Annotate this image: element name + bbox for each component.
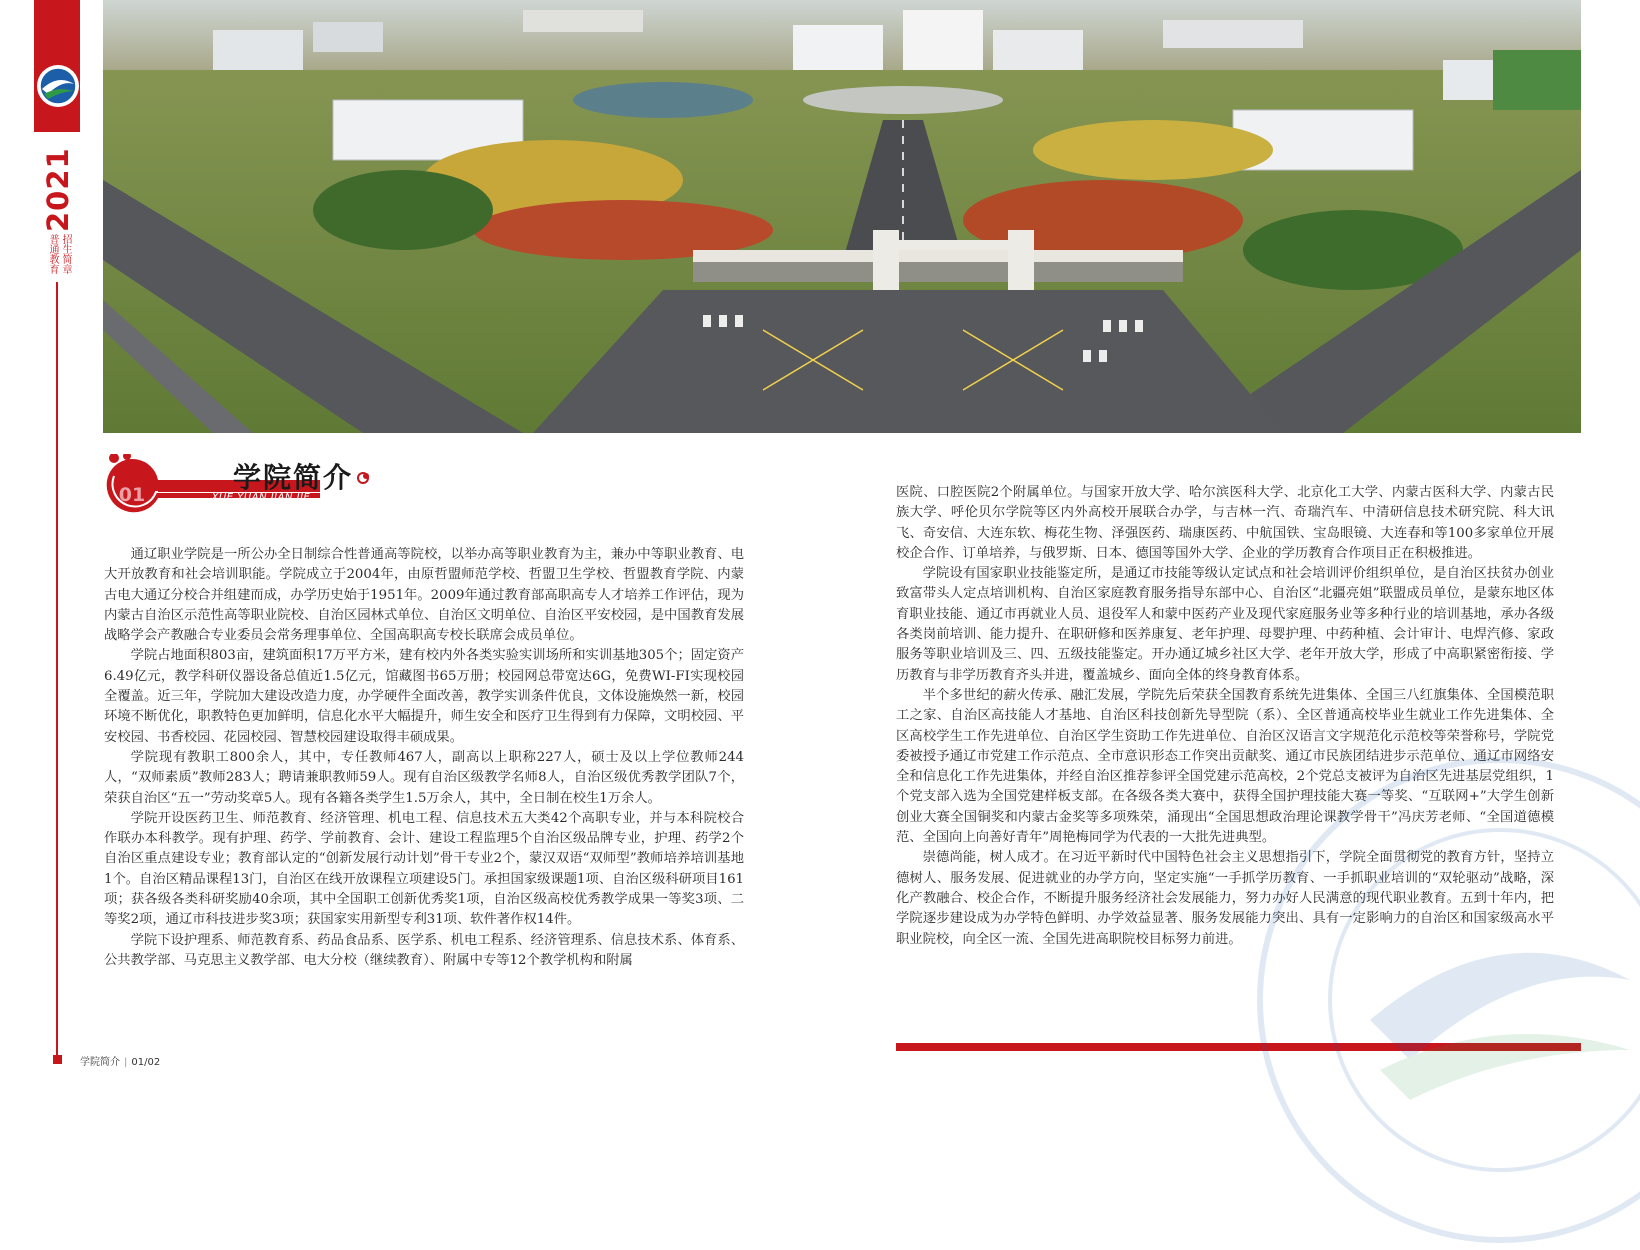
sidebar-line [56, 282, 58, 1058]
paragraph: 通辽职业学院是一所公办全日制综合性普通高等院校，以举办高等职业教育为主，兼办中等职业教育、电大开放教育和社会培训职能。学院成立于2004年，由原哲盟师范学校、哲盟卫生学校、哲盟教育学院、内蒙古电大通辽分校合并组建而成，办学历史始于1951年。2009年通过教育部高职高专人才培养工作评估，现为内蒙古自治区示范性高等职业院校、自治区园林式单位、自治区文明单位、自治区平安校园，是中国教育发展战略学会产教融合专业委员会常务理事单位、全国高职高专校长联席会成员单位。 [104, 547, 744, 644]
footer-label: 学院简介 | 01/02 [80, 1057, 161, 1068]
bottom-red-rule [896, 1043, 1581, 1051]
paragraph: 学院下设护理系、师范教育系、药品食品系、医学系、机电工程系、经济管理系、信息技术系、体育系、公共教学部、马克思主义教学部、电大分校（继续教育）、附属中专等12个教学机构和附属 [104, 932, 744, 968]
right-text-column [896, 483, 1554, 950]
paragraph: 医院、口腔医院2个附属单位。与国家开放大学、哈尔滨医科大学、北京化工大学、内蒙古医科大学、内蒙古民族大学、呼伦贝尔学院等区内外高校开展联合办学，与吉林一汽、奇瑞汽车、中清研信息技术研究院、科大讯飞、奇安信、大连东软、梅花生物、泽强医药、瑞康医药、中航国铁、宝岛眼镜、大连春和等100多家单位开展校企合作、订单培养，与俄罗斯、日本、德国等国外大学、企业的学历教育合作项目正在积极推进。 [896, 485, 1554, 561]
paragraph: 学院占地面积803亩，建筑面积17万平方米，建有校内外各类实验实训场所和实训基地305个；固定资产6.49亿元，教学科研仪器设备总值近1.5亿元，馆藏图书65万册；校园网总带宽达6G，免费WI-FI实现校园全覆盖。近三年，学院加大建设改造力度，办学硬件全面改善，教学实训条件优良，文体设施焕然一新，校园环境不断优化，职教特色更加鲜明，信息化水平大幅提升，师生安全和医疗卫生得到有力保障，文明校园、平安校园、书香校园、花园校园、智慧校园建设取得丰硕成果。 [104, 648, 744, 745]
footer-page: 01/02 [131, 1057, 161, 1068]
paragraph: 学院开设医药卫生、师范教育、经济管理、机电工程、信息技术五大类42个高职专业，并与本科院校合作联办本科教学。现有护理、药学、学前教育、会计、建设工程监理5个自治区级品牌专业，护理、药学2个自治区重点建设专业；教育部认定的“创新发展行动计划”骨干专业2个，蒙汉双语“双师型”教师培养培训基地1个。自治区精品课程13门，自治区在线开放课程立项建设5门。承担国家级课题1项、自治区级科研项目161项；获各级各类科研奖励40余项，其中全国职工创新优秀奖1项，自治区级高校优秀教学成果一等奖3项、二等奖2项，通辽市科技进步奖3项；获国家实用新型专利31项、软件著作权14件。 [104, 810, 744, 928]
section-pinyin: XUE YUAN JIAN JIE [211, 492, 311, 503]
college-logo-icon [36, 64, 80, 108]
section-title: 学院简介 [233, 461, 354, 494]
paragraph: 学院设有国家职业技能鉴定所，是通辽市技能等级认定试点和社会培训评价组织单位，是自治区扶贫办创业致富带头人定点培训机构、自治区家庭教育服务指导东部中心、自治区“北疆亮姐”联盟成员单位，是蒙东地区体育职业技能、通辽市再就业人员、退役军人和蒙中医药产业及现代家庭服务业等多种行业的培训基地，承办各级各类岗前培训、能力提升、在职研修和医养康复、老年护理、母婴护理、中药种植、会计审计、电焊汽修、家政服务等职业培训及三、四、五级技能鉴定。开办通辽城乡社区大学、老年开放大学，形成了中高职紧密衔接、学历教育与非学历教育齐头并进，覆盖城乡、面向全体的终身教育体系。 [896, 566, 1554, 683]
footer-section: 学院简介 [80, 1057, 120, 1068]
paragraph: 半个多世纪的薪火传承、融汇发展，学院先后荣获全国教育系统先进集体、全国三八红旗集体、全国模范职工之家、自治区高技能人才基地、自治区科技创新先导型院（系）、全区普通高校毕业生就业工作先进集体、全区高校学生工作先进单位、自治区学生资助工作先进单位、自治区汉语言文字规范化示范校等荣誉称号，学院党委被授予通辽市党建工作示范点、全市意识形态工作突出贡献奖、通辽市民族团结进步示范单位、通辽市网络安全和信息化工作先进集体，并经自治区推荐参评全国党建示范高校，2个党总支被评为自治区先进基层党组织，1个党支部入选为全国党建样板支部。在各级各类大赛中，获得全国护理技能大赛一等奖、“互联网+”大学生创新创业大赛全国铜奖和内蒙古金奖等多项殊荣，涌现出“全国思想政治理论课教学骨干”冯庆芳老师、“全国道德模范、全国向上向善好青年”周艳梅同学为代表的一大批先进典型。 [896, 687, 1554, 846]
campus-aerial-photo [103, 0, 1581, 433]
sidebar-subtitle-col: 招生简章 [60, 234, 71, 274]
footer-marker [53, 1055, 62, 1064]
paragraph: 学院现有教职工800余人，其中，专任教师467人，副高以上职称227人，硕士及以上学位教师244人，“双师素质”教师283人；聘请兼职教师59人。现有自治区级教学名师8人，自治区级优秀教学团队7个，荣获自治区“五一”劳动奖章5人。现有各籍各类学生1.5万余人，其中，全日制在校生1万余人。 [104, 749, 744, 806]
sidebar-year: 2021 [41, 147, 75, 233]
paragraph: 崇德尚能，树人成才。在习近平新时代中国特色社会主义思想指引下，学院全面贯彻党的教育方针，坚持立德树人、服务发展、促进就业的办学方向，坚定实施“一手抓学历教育、一手抓职业培训的“双轮驱动”战略，深化产教融合、校企合作，不断提升服务经济社会发展能力，努力办好人民满意的现代职业教育。五到十年内，把学院逐步建设成为办学特色鲜明、办学效益显著、服务发展能力突出、具有一定影响力的自治区和国家级高水平职业院校，向全区一流、全国先进高职院校目标努力前进。 [896, 850, 1554, 947]
sidebar-subtitle-col: 普通教育 [47, 234, 58, 274]
left-text-column [104, 545, 744, 971]
sidebar-subtitle [47, 234, 71, 274]
section-number: 01 [118, 484, 146, 506]
